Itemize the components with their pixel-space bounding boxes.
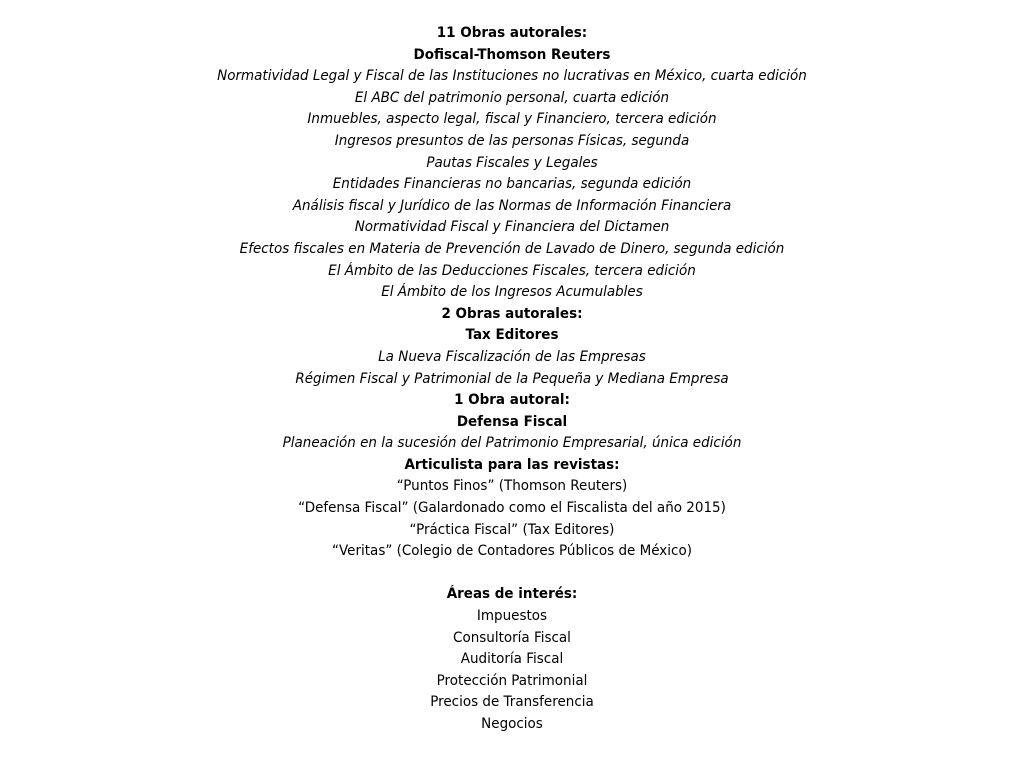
defensa-fiscal-publisher-heading: Defensa Fiscal — [456, 413, 568, 430]
work-title: El Ámbito de las Deducciones Fiscales, tercera edición — [328, 262, 696, 279]
interest-area-item: Impuestos — [476, 608, 548, 625]
work-title: El Ámbito de los Ingresos Acumulables — [381, 284, 643, 301]
magazine-item: “Veritas” (Colegio de Contadores Públicos de México) — [332, 543, 692, 560]
articulista-heading: Articulista para las revistas: — [404, 456, 620, 473]
tax-editores-count-heading: 2 Obras autorales: — [441, 305, 583, 322]
work-title: Ingresos presuntos de las personas Físicas, segunda — [334, 132, 690, 149]
magazine-item: “Puntos Finos” (Thomson Reuters) — [396, 478, 628, 495]
dofiscal-count-heading: 11 Obras autorales: — [436, 25, 588, 41]
work-title: Efectos fiscales en Materia de Prevención de Lavado de Dinero, segunda edición — [239, 240, 785, 257]
interest-area-item: Negocios — [481, 716, 543, 732]
areas-heading: Áreas de interés: — [446, 586, 578, 603]
interest-area-item: Consultoría Fiscal — [453, 629, 571, 646]
document-page — [0, 23, 1024, 736]
work-title: Régimen Fiscal y Patrimonial de la Pequeña y Mediana Empresa — [295, 370, 729, 387]
work-title: Entidades Financieras no bancarias, segunda edición — [332, 176, 692, 193]
magazine-item: “Práctica Fiscal” (Tax Editores) — [409, 521, 615, 538]
magazine-item: “Defensa Fiscal” (Galardonado como el Fiscalista del año 2015) — [298, 500, 726, 517]
work-title: Pautas Fiscales y Legales — [426, 154, 598, 171]
work-title: Normatividad Legal y Fiscal de las Instituciones no lucrativas en México, cuarta edición — [217, 68, 807, 85]
tax-editores-publisher-heading: Tax Editores — [465, 327, 559, 344]
interest-area-item: Auditoría Fiscal — [460, 651, 564, 668]
work-title: Inmuebles, aspecto legal, fiscal y Financiero, tercera edición — [307, 111, 717, 128]
work-title: Análisis fiscal y Jurídico de las Normas de Información Financiera — [292, 197, 732, 214]
work-title: Planeación en la sucesión del Patrimonio Empresarial, única edición — [282, 435, 742, 452]
interest-area-item: Protección Patrimonial — [436, 672, 588, 689]
dofiscal-publisher-heading: Dofiscal-Thomson Reuters — [413, 46, 611, 63]
section-spacer — [0, 563, 1024, 585]
work-title: El ABC del patrimonio personal, cuarta edición — [354, 89, 670, 106]
work-title: Normatividad Fiscal y Financiera del Dictamen — [354, 219, 670, 236]
work-title: La Nueva Fiscalización de las Empresas — [378, 348, 646, 365]
interest-area-item: Precios de Transferencia — [430, 694, 594, 711]
defensa-fiscal-count-heading: 1 Obra autoral: — [454, 392, 570, 409]
